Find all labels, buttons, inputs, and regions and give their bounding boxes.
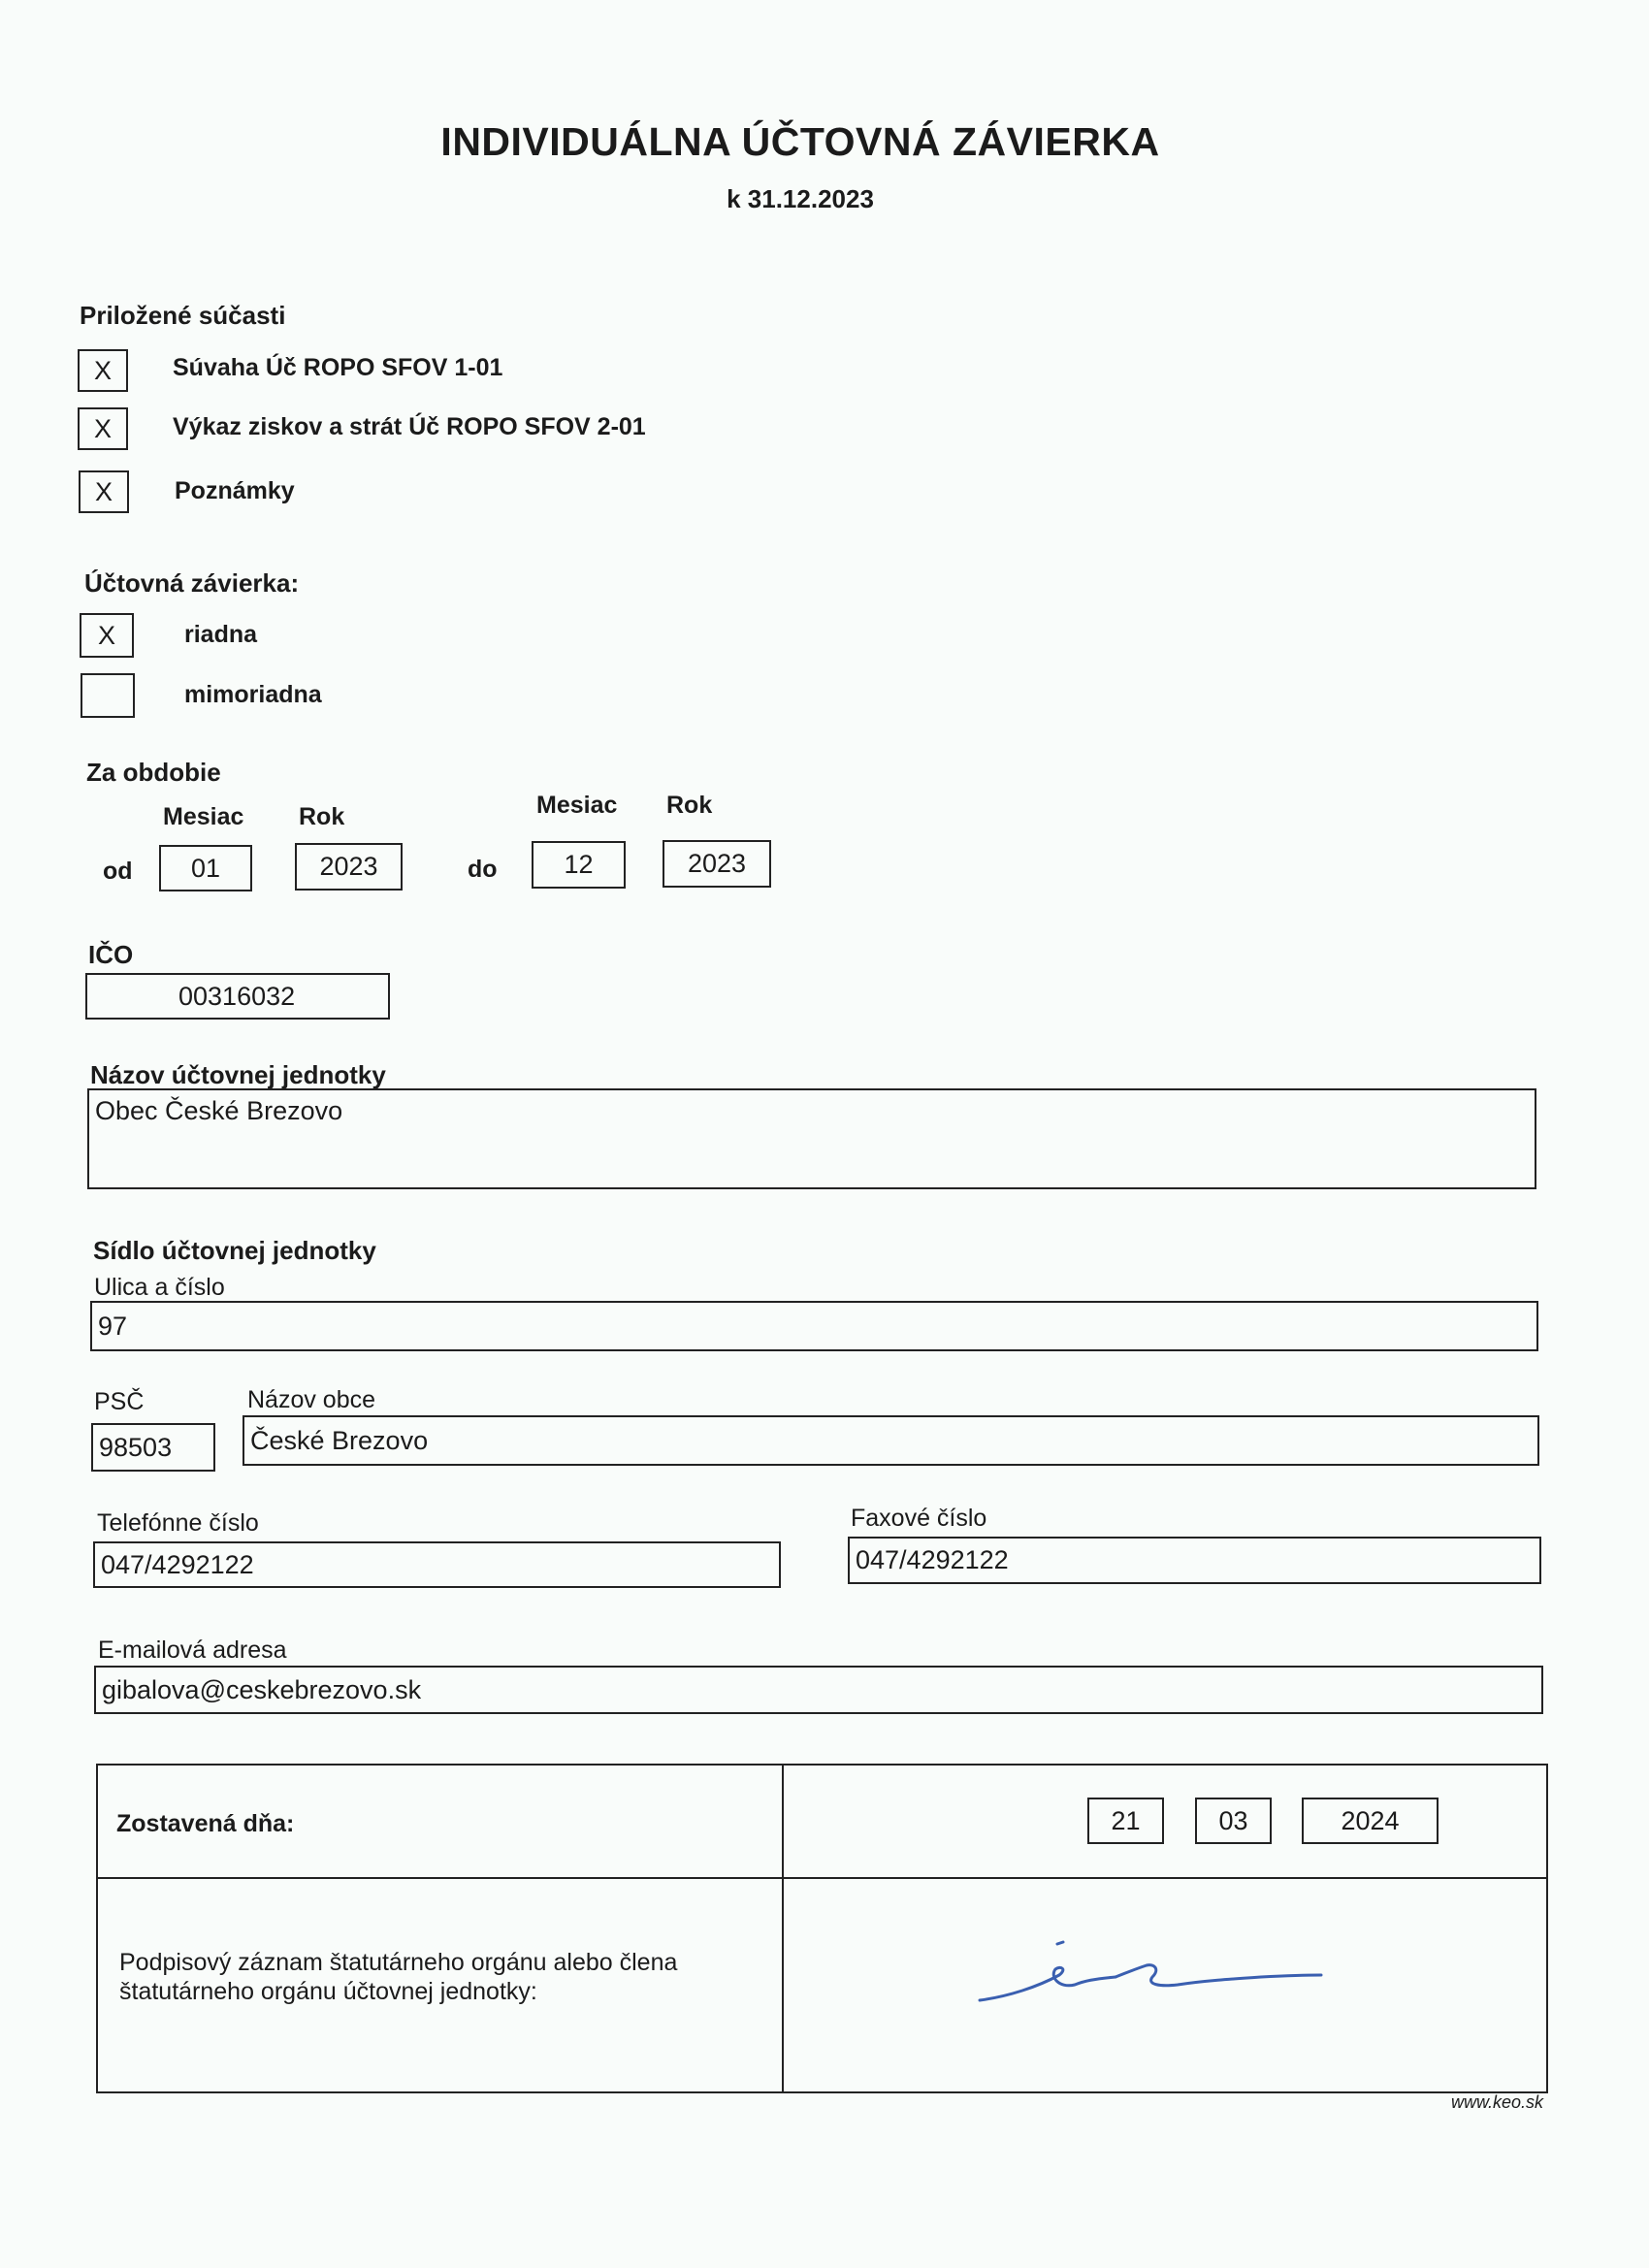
period-to-month-field[interactable]: 12 xyxy=(532,841,626,889)
closing-checkbox-extraordinary[interactable] xyxy=(81,673,135,718)
fax-field[interactable]: 047/4292122 xyxy=(848,1537,1541,1584)
ico-field[interactable]: 00316032 xyxy=(85,973,390,1020)
period-from-year-label: Rok xyxy=(299,803,345,830)
period-from-year-field[interactable]: 2023 xyxy=(295,843,403,891)
fax-label: Faxové číslo xyxy=(851,1505,987,1532)
attached-checkbox-balance[interactable]: X xyxy=(78,349,128,392)
address-section-label: Sídlo účtovnej jednotky xyxy=(93,1236,376,1265)
attached-item-profit-loss: Výkaz ziskov a strát Úč ROPO SFOV 2-01 xyxy=(173,413,646,440)
document-subtitle: k 31.12.2023 xyxy=(727,184,874,213)
period-to-month-label: Mesiac xyxy=(536,792,618,819)
psc-label: PSČ xyxy=(94,1388,145,1415)
closing-checkbox-regular[interactable]: X xyxy=(80,613,134,658)
street-label: Ulica a číslo xyxy=(94,1274,225,1301)
psc-field[interactable]: 98503 xyxy=(91,1423,215,1472)
ico-label: IČO xyxy=(88,940,134,969)
phone-label: Telefónne číslo xyxy=(97,1509,259,1537)
table-divider-vertical xyxy=(782,1764,784,2093)
period-from-month-label: Mesiac xyxy=(163,803,244,830)
signature-label-line1: Podpisový záznam štatutárneho orgánu alebo člena xyxy=(119,1949,678,1976)
phone-field[interactable]: 047/4292122 xyxy=(93,1541,781,1588)
document-title: INDIVIDUÁLNA ÚČTOVNÁ ZÁVIERKA xyxy=(440,119,1160,164)
street-field[interactable]: 97 xyxy=(90,1301,1538,1351)
town-label: Názov obce xyxy=(247,1386,376,1413)
attached-item-notes: Poznámky xyxy=(175,477,295,504)
email-field[interactable]: gibalova@ceskebrezovo.sk xyxy=(94,1666,1543,1714)
attached-checkbox-profit-loss[interactable]: X xyxy=(78,407,128,450)
attached-section-label: Priložené súčasti xyxy=(80,301,286,330)
compiled-day-field[interactable]: 21 xyxy=(1087,1798,1164,1844)
attached-checkbox-notes[interactable]: X xyxy=(79,470,129,513)
footer-website: www.keo.sk xyxy=(1451,2092,1544,2112)
period-from-month-field[interactable]: 01 xyxy=(159,845,252,891)
period-to-label: do xyxy=(468,856,498,883)
period-to-year-field[interactable]: 2023 xyxy=(663,840,771,888)
signature-label-line2: štatutárneho orgánu účtovnej jednotky: xyxy=(119,1978,537,2005)
closing-option-extraordinary: mimoriadna xyxy=(184,681,322,708)
compiled-month-field[interactable]: 03 xyxy=(1195,1798,1272,1844)
table-divider-horizontal xyxy=(96,1877,1548,1879)
closing-type-label: Účtovná závierka: xyxy=(84,568,300,598)
entity-name-field[interactable]: Obec České Brezovo xyxy=(87,1088,1536,1189)
compiled-year-field[interactable]: 2024 xyxy=(1302,1798,1439,1844)
period-from-label: od xyxy=(103,858,133,885)
entity-name-label: Názov účtovnej jednotky xyxy=(90,1060,386,1089)
attached-item-balance: Súvaha Úč ROPO SFOV 1-01 xyxy=(173,354,503,381)
town-field[interactable]: České Brezovo xyxy=(242,1415,1539,1466)
compiled-date-label: Zostavená dňa: xyxy=(116,1810,295,1837)
email-label: E-mailová adresa xyxy=(98,1636,287,1664)
period-label: Za obdobie xyxy=(86,758,221,787)
closing-option-regular: riadna xyxy=(184,621,258,648)
period-to-year-label: Rok xyxy=(666,792,713,819)
handwritten-signature xyxy=(970,1930,1339,2018)
